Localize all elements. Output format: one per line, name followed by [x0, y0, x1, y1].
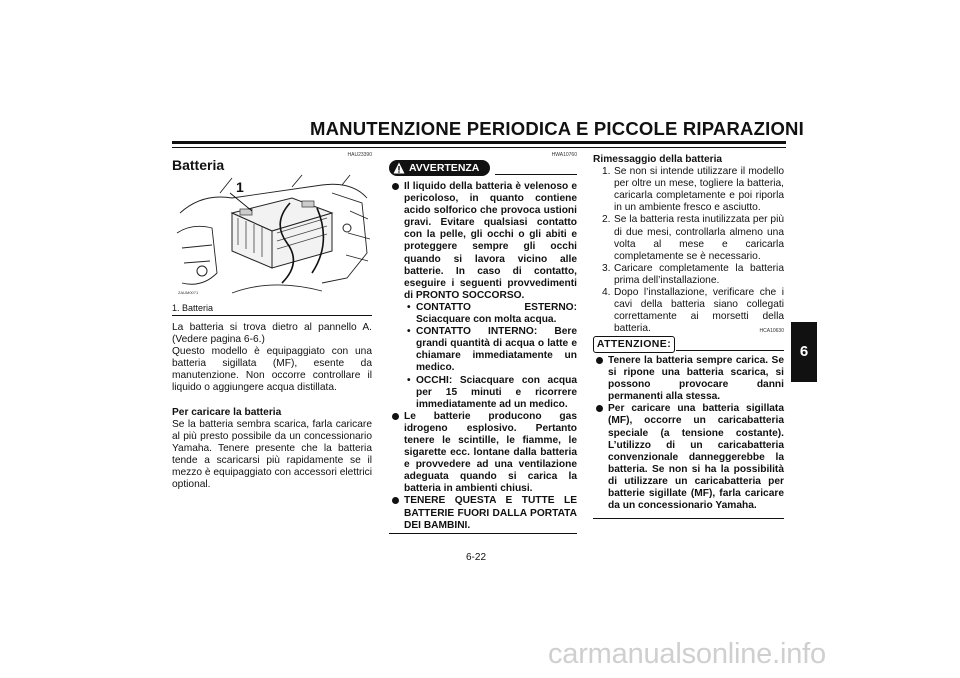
figure-rule	[172, 315, 372, 316]
figure-image-code: ZAUM0071	[178, 290, 199, 295]
caution-badge: ATTENZIONE:	[593, 336, 675, 353]
step-text: Se non si intende utilizzare il modello per oltre un mese, togliere la batteria, caricarla completamente e poi riporla in un ambiente fresco e asciutto.	[614, 166, 784, 214]
warning-badge-label: AVVERTENZA	[409, 162, 480, 174]
first-aid-eyes: • OCCHI: Sciacquare con acqua per 15 minuti e ricorrere immediatamente ad un medico.	[404, 375, 577, 411]
caution-bullet	[593, 355, 784, 403]
storage-step	[593, 166, 784, 214]
warning-triangle-icon	[393, 162, 405, 174]
header-rule-thin	[172, 147, 786, 148]
page-header-title: MANUTENZIONE PERIODICA E PICCOLE RIPARAZIONI	[310, 118, 804, 139]
caution-body	[593, 355, 784, 512]
paragraph-location: La batteria si trova dietro al pannello A. (Vedere pagina 6-6.)	[172, 322, 372, 346]
warning-bullet-acid-text: Il liquido della batteria è velenoso e pericoloso, in quanto contiene acido solforico che provoca ustioni gravi. Evitare qualsiasi contatto con la pelle, gli occhi o gli abiti e proteggere sempre gli occhi quando si lavora vicino alle batterie. In caso di contatto, eseguire i seguenti provvedimenti di PRONTO SOCCORSO.	[404, 181, 577, 301]
storage-step	[593, 214, 784, 262]
caution-code: HCA10630	[759, 328, 784, 334]
warning-bullet-acid	[389, 181, 577, 411]
bullet-icon	[392, 183, 399, 190]
warning-end-rule	[389, 533, 577, 534]
caution-badge-rule	[676, 350, 784, 351]
left-body	[172, 322, 372, 491]
figure-caption: 1. Batteria	[172, 303, 214, 313]
caution-end-rule	[593, 518, 784, 519]
watermark-text: carmanualsonline.info	[548, 638, 826, 670]
page-number: 6-22	[466, 552, 487, 563]
step-number: 3.	[602, 262, 611, 274]
chapter-tab: 6	[791, 322, 817, 382]
figure-callout-number: 1	[236, 179, 244, 195]
step-text: Caricare completamente la batteria prima dell’installazione.	[614, 262, 784, 286]
warning-badge	[389, 160, 490, 176]
bullet-icon	[392, 413, 399, 420]
bullet-icon	[596, 357, 603, 364]
battery-illustration	[172, 173, 372, 300]
step-number: 1.	[602, 166, 611, 178]
warning-bullet-hydrogen	[389, 411, 577, 496]
caution-bullet-text: Per caricare una batteria sigillata (MF), occorre un caricabatteria speciale (a tensione costante). L’utilizzo di un caricabatteria convenzionale danneggerebbe la batteria. Se non si ha la possibilità di utilizzare un caricabatteria per batterie sigillate (MF), farla caricare da un concessionario Yamaha.	[608, 403, 784, 512]
bullet-icon	[596, 405, 603, 412]
caution-bullet-text: Tenere la batteria sempre carica. Se si ripone una batteria scarica, si possono provocare danni permanenti alla stessa.	[608, 355, 784, 403]
warning-body	[389, 181, 577, 532]
step-text: Dopo l’installazione, verificare che i cavi della batteria siano collegati correttamente ai morsetti della batteria.	[614, 287, 784, 335]
battery-figure	[172, 173, 372, 300]
section-code: HAU23390	[347, 152, 372, 158]
warning-bullet-hydrogen-text: Le batterie producono gas idrogeno esplosivo. Pertanto tenere le scintille, le fiamme, le sigarette ecc. lontane dalla batteria e provvedere ad una ventilazione adeguata quando si carica la batteria in ambienti chiusi.	[404, 410, 577, 495]
step-text: Se la batteria resta inutilizzata per più di due mesi, controllarla almeno una volta al mese e caricarla completamente se è necessario.	[614, 214, 784, 262]
storage-section	[593, 154, 784, 335]
first-aid-internal: • CONTATTO INTERNO: Bere grandi quantità di acqua o latte e chiamare immediatamente un medico.	[404, 326, 577, 374]
header-rule-thick	[172, 141, 786, 144]
bullet-icon	[392, 497, 399, 504]
charging-subtitle: Per caricare la batteria	[172, 406, 282, 418]
warning-bullet-children-text: TENERE QUESTA E TUTTE LE BATTERIE FUORI DALLA PORTATA DEI BAMBINI.	[404, 495, 577, 531]
warning-badge-rule	[495, 174, 577, 175]
paragraph-mf-battery: Questo modello è equipaggiato con una batteria sigillata (MF), esente da manutenzione. Non occorre controllare il liquido o aggiungere acqua distillata.	[172, 346, 372, 394]
storage-step	[593, 263, 784, 287]
storage-title: Rimessaggio della batteria	[593, 154, 723, 165]
section-title: Batteria	[172, 157, 225, 173]
warning-code: HWA10760	[551, 152, 577, 158]
caution-bullet	[593, 403, 784, 512]
paragraph-charging: Se la batteria sembra scarica, farla caricare al più presto possibile da un concessionario Yamaha. Tenere presente che la batteria tende a scaricarsi più rapidamente se il mezzo è equipaggiato con accessori elettrici optional.	[172, 418, 372, 491]
step-number: 2.	[602, 214, 611, 226]
step-number: 4.	[602, 287, 611, 299]
first-aid-external: • CONTATTO ESTERNO: Sciacquare con molta acqua.	[404, 302, 577, 326]
warning-bullet-children	[389, 495, 577, 531]
